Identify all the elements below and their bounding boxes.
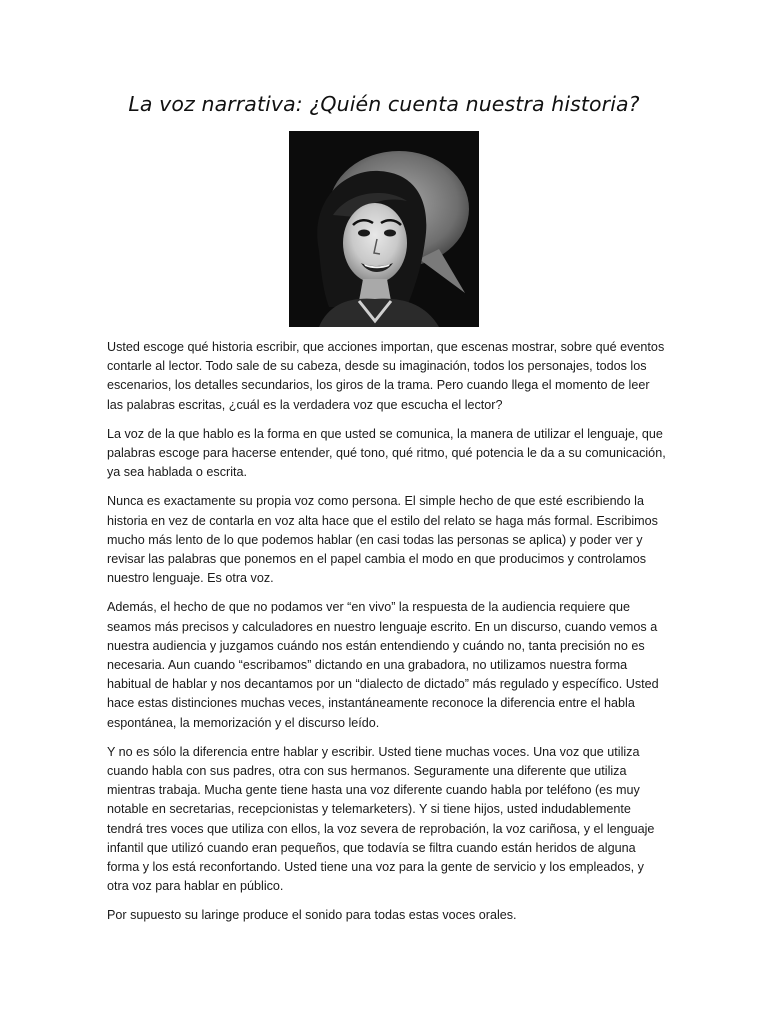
body-text bbox=[107, 338, 667, 936]
document-title: La voz narrativa: ¿Quién cuenta nuestra historia? bbox=[128, 92, 640, 116]
paragraph-1: Usted escoge qué historia escribir, que acciones importan, que escenas mostrar, sobre qué eventos contarle al lector. Todo sale de su cabeza, desde su imaginación, todos los personajes, todos los escenarios, los detalles secundarios, los giros de la trama. Pero cuando llega el momento de leer las palabras escritas, ¿cuál es la verdadera voz que escucha el lector? bbox=[107, 340, 665, 412]
paragraph-5: Y no es sólo la diferencia entre hablar y escribir. Usted tiene muchas voces. Una voz que utiliza cuando habla con sus padres, otra con sus hermanos. Seguramente una diferente que utiliza mientras trabaja. Mucha gente tiene hasta una voz diferente cuando habla por teléfono (es muy notable en secretarias, recepcionistas y telemarketers). Y si tiene hijos, usted indudablemente tendrá tres voces que utiliza con ellos, la voz severa de reprobación, la voz cariñosa, y el lenguaje infantil que utilizó cuando eran pequeños, que todavía se filtra cuando están heridos de alguna forma y los está reconfortando. Usted tiene una voz para la gente de servicio y los empleados, y otra voz para hablar en público. bbox=[107, 744, 655, 894]
paragraph-3: Nunca es exactamente su propia voz como persona. El simple hecho de que esté escribiendo la historia en vez de contarla en voz alta hace que el estilo del relato se haga más formal. Escribimos mucho más lento de lo que podemos hablar (en casi todas las personas se aplica) y poder ver y revisar las palabras que ponemos en el papel cambia el modo en que producimos y controlamos nuestro lenguaje. Es otra voz. bbox=[107, 494, 658, 586]
woman-speech-bubble-illustration-icon bbox=[289, 131, 479, 327]
paragraph-4: Además, el hecho de que no podamos ver “en vivo” la respuesta de la audiencia requiere que seamos más precisos y calculadores en nuestro lenguaje escrito. En un discurso, cuando vemos a nuestra audiencia y juzgamos cuándo nos están entendiendo y cuándo no, tanta precisión no es necesaria. Aun cuando “escribamos” dictando en una grabadora, no utilizamos nuestra forma habitual de hablar y nos decantamos por un “dialecto de dictado” más regulado y específico. Usted hace estas distinciones muchas veces, instantáneamente reconoce la diferencia entre el habla espontánea, la memorización y el discurso leído. bbox=[107, 600, 659, 730]
paragraph-2: La voz de la que hablo es la forma en que usted se comunica, la manera de utilizar el lenguaje, que palabras escoge para hacerse entender, qué tono, qué ritmo, qué potencia le da a su comunicación, ya sea hablada o escrita. bbox=[107, 426, 666, 480]
paragraph-6: Por supuesto su laringe produce el sonido para todas estas voces orales. bbox=[107, 908, 517, 923]
